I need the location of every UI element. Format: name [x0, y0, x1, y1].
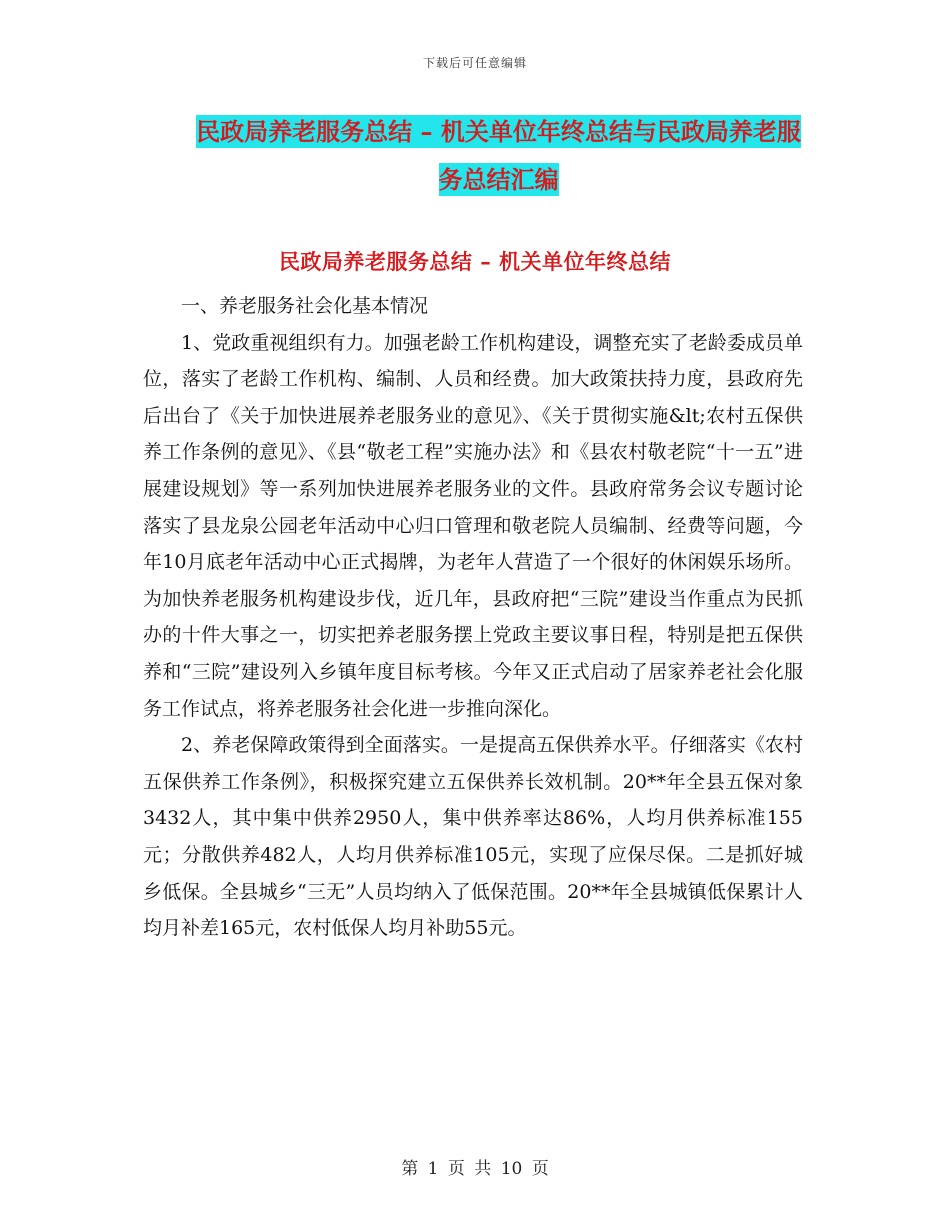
page-indicator: 第 1 页 共 10 页 [401, 1159, 549, 1179]
paragraph-2: 2、养老保障政策得到全面落实。一是提高五保供养水平。仔细落实《农村五保供养工作条例》，积极探究建立五保供养长效机制。20**年全县五保对象3432人，其中集中供养2950人，集中供养率达86%，人均月供养标准155元；分散供养482人，人均月供养标准105元，实现了应保尽保。二是抓好城乡低保。全县城乡“三无”人员均纳入了低保范围。20**年全县城镇低保累计人均月补差165元，农村低保人均月补助55元。 [143, 734, 803, 940]
document-body [143, 288, 803, 947]
header-note: 下载后可任意编辑 [422, 56, 527, 70]
main-title [186, 108, 811, 204]
section-heading: 一、养老服务社会化基本情况 [181, 295, 429, 317]
paragraph-1: 1、党政重视组织有力。加强老龄工作机构建设，调整充实了老龄委成员单位，落实了老龄工作机构、编制、人员和经费。加大政策扶持力度，县政府先后出台了《关于加快进展养老服务业的意见》、《关于贯彻实施&lt;农村五保供养工作条例的意见》、《县“敬老工程”实施办法》和《县农村敬老院“十一五”进展建设规划》等一系列加快进展养老服务业的文件。县政府常务会议专题讨论落实了县龙泉公园老年活动中心归口管理和敬老院人员编制、经费等问题，今年10月底老年活动中心正式揭牌，为老年人营造了一个很好的休闲娱乐场所。为加快养老服务机构建设步伐，近几年，县政府把“三院”建设当作重点为民抓办的十件大事之一，切实把养老服务摆上党政主要议事日程，特别是把五保供养和“三院”建设列入乡镇年度目标考核。今年又正式启动了居家养老社会化服务工作试点，将养老服务社会化进一步推向深化。 [143, 331, 803, 720]
sub-title: 民政局养老服务总结 – 机关单位年终总结 [278, 249, 672, 274]
main-title-text: 民政局养老服务总结 – 机关单位年终总结与民政局养老服务总结汇编 [196, 117, 801, 194]
